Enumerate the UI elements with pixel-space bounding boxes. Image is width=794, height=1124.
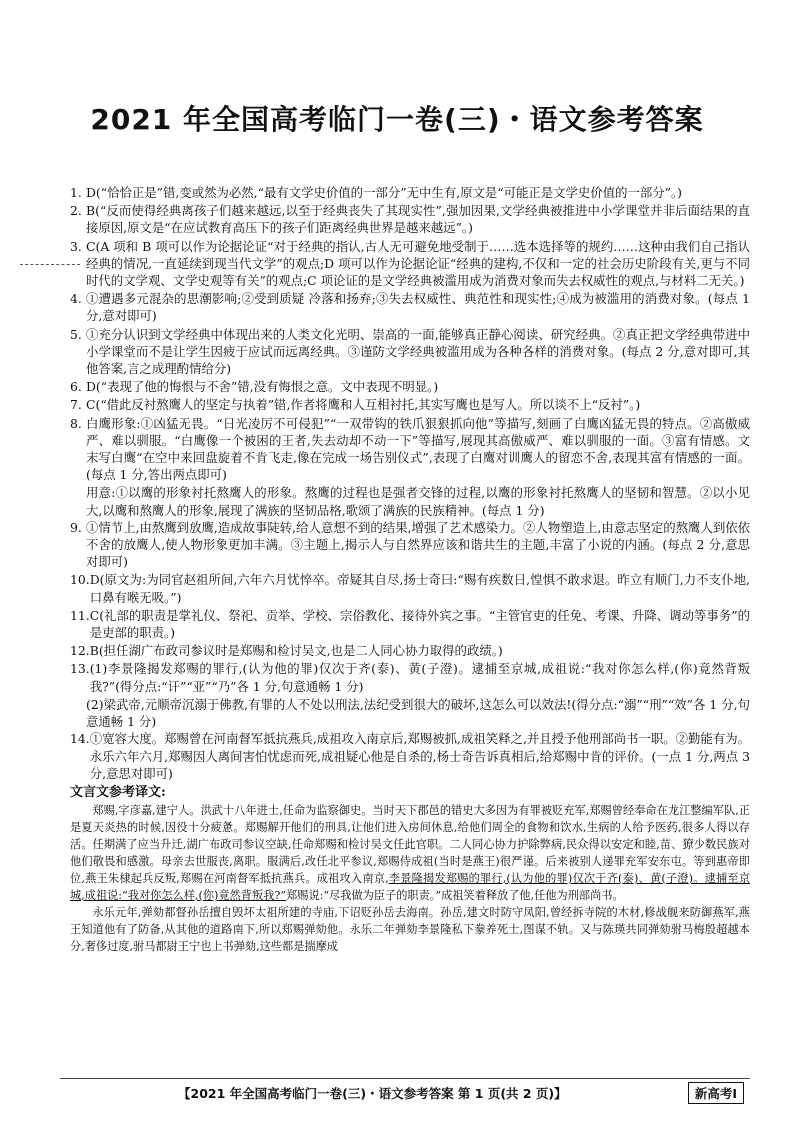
answer-number: 12. [70,643,90,659]
translation-text: 郑赐说:“尽我做为臣子的职责。”成祖笑着释放了他,任他为刑部尚书。 [286,888,624,902]
answer-text: ①宽容大度。郑赐曾在河南督军抵抗燕兵,成祖攻入南京后,郑赐被抓,成祖笑释之,并且授予他刑部尚书一职。②勤能有为。永乐六年六月,郑赐因人离间害怕忧虑而死,成祖疑心他是自杀的,杨士奇告诉真相后,给郑赐中肯的评价。(一点 1 分,两点 3 分,意思对即可) [89,731,750,781]
answer-item [70,571,750,605]
page-title: 2021 年全国高考临门一卷(三)・语文参考答案 [90,103,704,136]
answer-item [70,184,750,201]
translation-paragraph [70,802,750,904]
footer-rule [60,1078,750,1079]
answer-item [70,730,750,782]
answer-item [70,607,750,641]
answer-number: 5. [70,326,82,342]
answer-text: B(担任湖广布政司参议时是郑赐和检讨吴文,也是二人同心协力取得的政绩。) [89,643,503,659]
translation-heading: 文言文参考译文: [70,784,166,800]
answer-item [70,290,750,324]
answer-item [70,378,750,395]
answer-sub-paragraph: 用意:①以鹰的形象衬托熬鹰人的形象。熬鹰的过程也是强者交锋的过程,以鹰的形象衬托熬鹰人的坚韧和智慧。②以小见大,以鹰和熬鹰人的形象,展现了满族的坚韧品格,歌颂了满族的民族精神。(每点 1 分) [86,485,750,518]
answer-number: 4. [70,291,82,307]
translation-text: 郑赐,字彦嘉,建宁人。洪武十八年进士,任命为监察御史。当时天下郡邑的错史大多因为有罪被贬充军,郑赐曾经奉命在龙江整编军队,正是夏天炎热的时候,因役十分疲惫。郑赐解开他们的刑具,让他们进入房间休息,给他们周全的食物和饮水,生病的人给予医药,很多人得以存活。任期满了应当升迁,湖广布政司参议空缺,任命郑赐和检讨吴文任此官职。二人同心协力护除弊病,民众得以安定和睦,苗、獠少数民族对他们敬畏和感激。母亲去世服丧,离职。服满后,改任北平参议,郑赐侍成祖(当时是燕王)很严谨。后来被别人递罪充军安东屯。等到惠帝即位,燕王朱棣起兵反叛,郑赐在河南督军抵抗燕兵。成祖攻入南京, [70,803,750,885]
answer-number: 6. [70,379,82,395]
answer-item [70,202,750,236]
answer-item [70,642,750,659]
answer-text: ①情节上,由熬鹰到放鹰,造成故事陡转,给人意想不到的结果,增强了艺术感染力。②人物塑造上,由意志坚定的熬鹰人到依依不舍的放鹰人,使人物形象更加丰满。③主题上,揭示人与自然界应该和谐共生的主题,丰富了小说的内涵。(每点 2 分,意思对即可) [86,519,751,570]
answer-list [70,184,750,955]
answer-number: 8. [70,415,82,431]
answer-item [70,238,750,290]
footer-text: 【2021 年全国高考临门一卷(三)・语文参考答案 第 1 页(共 2 页)】 [178,1086,567,1101]
answer-number: 1. [70,185,82,200]
answer-text: ①遭遇多元混杂的思潮影响;②受到质疑 冷落和扬弃;③失去权威性、典范性和现实性;④成为被滥用的消费对象。(每点 1 分,意对即可) [86,291,750,324]
answer-number: 2. [70,203,82,219]
answer-text: 白鹰形象:①凶猛无畏。“日光凌厉不可侵犯”“一双带钩的铁爪狠狠抓向他”等描写,刻画了白鹰凶猛无畏的特点。②高傲威严、难以驯服。“白鹰像一个被困的王者,失去动却不动一下”等描写,展现其高傲威严、难以驯服的一面。③富有情感。文末写白鹰“在空中来回盘旋着不肯飞走,像在完成一场告别仪式”,表现了白鹰对训鹰人的留恋不舍,表现其富有情感的一面。(每点 1 分,答出两点即可) [86,415,750,483]
translation-paragraph: 永乐元年,弹劾都督孙岳擅自毁坏太祖所建的寺庙,下诏贬孙岳去海南。孙岳,建文时防守凤阳,曾经拆寺院的木材,修战舰来防御燕军,燕王知道他有了防备,从其他的道路南下,所以郑赐弹劾他。永乐二年弹劾李景隆私下豢养死士,图谋不轨。又与陈瑛共同弹劾驸马梅殷超越本分,奢侈过度,驸马都尉王宁也上书弹劾,这些都是揣摩成 [70,905,750,953]
answer-number: 14. [70,731,90,747]
answer-sub-paragraph: (2)梁武帝,元顺帝沉溺于佛教,有罪的人不处以刑法,法纪受到很大的破坏,这怎么可以效法!(得分点:“溺”“刑”“效”各 1 分,句意通畅 1 分) [86,696,750,730]
translation-underlined-text: 李景隆揭发郑赐的罪行,(认为他的罪)仅次于齐(泰)、黄(子澄)。逮捕至京城,成祖说:“我对你怎么样,(你)竟然背叛我?” [70,871,751,902]
answer-number: 9. [70,519,82,535]
answer-item [70,519,750,571]
answer-text: ①充分认识到文学经典中体现出来的人类文化光明、崇高的一面,能够真正静心阅读、研究经典。②真正把文学经典带进中小学课堂而不是让学生因疲于应试而远离经典。③谨防文学经典被滥用成为各种各样的消费对象。(每点 2 分,意对即可,其他答案,言之成理酌情给分) [86,326,750,377]
page-footer [60,1084,750,1104]
answer-item [70,660,750,694]
answer-text: B(“反而使得经典离孩子们越来越远,以至于经典丧失了其现实性”,强加因果,文学经典被推进中小学课堂并非后面结果的直接原因,原文是“在应试教育高压下的孩子们距离经典世界是越来越远”。) [86,203,750,236]
answer-text: C(A 项和 B 项可以作为论据论证“对于经典的指认,古人无可避免地受制于……选本选择等的规约……这种由我们自己指认经典的情况,一直延续到现当代文学”的观点;D 项可以作为论据论证“经典的建构,不仅和一定的社会历史阶段有关,更与不同时代的文学观、文学史观等有关”的观点;C 项论证的是文学经典被滥用成为消费对象而失去权威性的观点,与材料二无关。) [86,238,750,289]
answer-number: 11. [70,607,90,623]
answer-number: 10. [70,572,90,588]
answer-item [70,415,750,484]
answer-text: D(“表现了他的悔恨与不舍”错,没有悔恨之意。文中表现不明显。) [86,379,439,395]
answer-item [70,396,750,413]
answer-number: 13. [70,661,90,677]
answer-item [70,326,750,378]
answer-text: D(原文为:为同官赵祖所间,六年六月忧悴卒。帝疑其自尽,扬士奇曰:“赐有疾数日,惶惧不敢求退。昨立有顺门,力不支仆地,口鼻有喉无吸。”) [89,572,750,605]
answer-text: (1)李景隆揭发郑赐的罪行,(认为他的罪)仅次于齐(泰)、黄(子澄)。逮捕至京城,成祖说:“我对你怎么样,(你)竟然背叛我?”(得分点:“讦”“亚”“乃”各 1 分,句意通畅 1 分) [89,661,750,694]
answer-text: C(礼部的职责是掌礼仪、祭祀、贡举、学校、宗俗教化、接待外宾之事。“主管官吏的任免、考课、升降、调动等事务”的是吏部的职责。) [89,607,750,641]
answer-number: 7. [70,397,82,413]
answer-number: 3. [70,238,82,254]
exam-badge: 新高考Ⅰ [688,1082,744,1104]
answer-text: C(“借此反衬熬鹰人的坚定与执着”错,作者将鹰和人互相衬托,其实写鹰也是写人。所以谈不上“反衬”。) [86,397,641,413]
answer-text: D(“恰恰正是”错,变或然为必然,“最有文学史价值的一部分”无中生有,原文是“可能正是文学史价值的一部分”。) [86,185,683,200]
